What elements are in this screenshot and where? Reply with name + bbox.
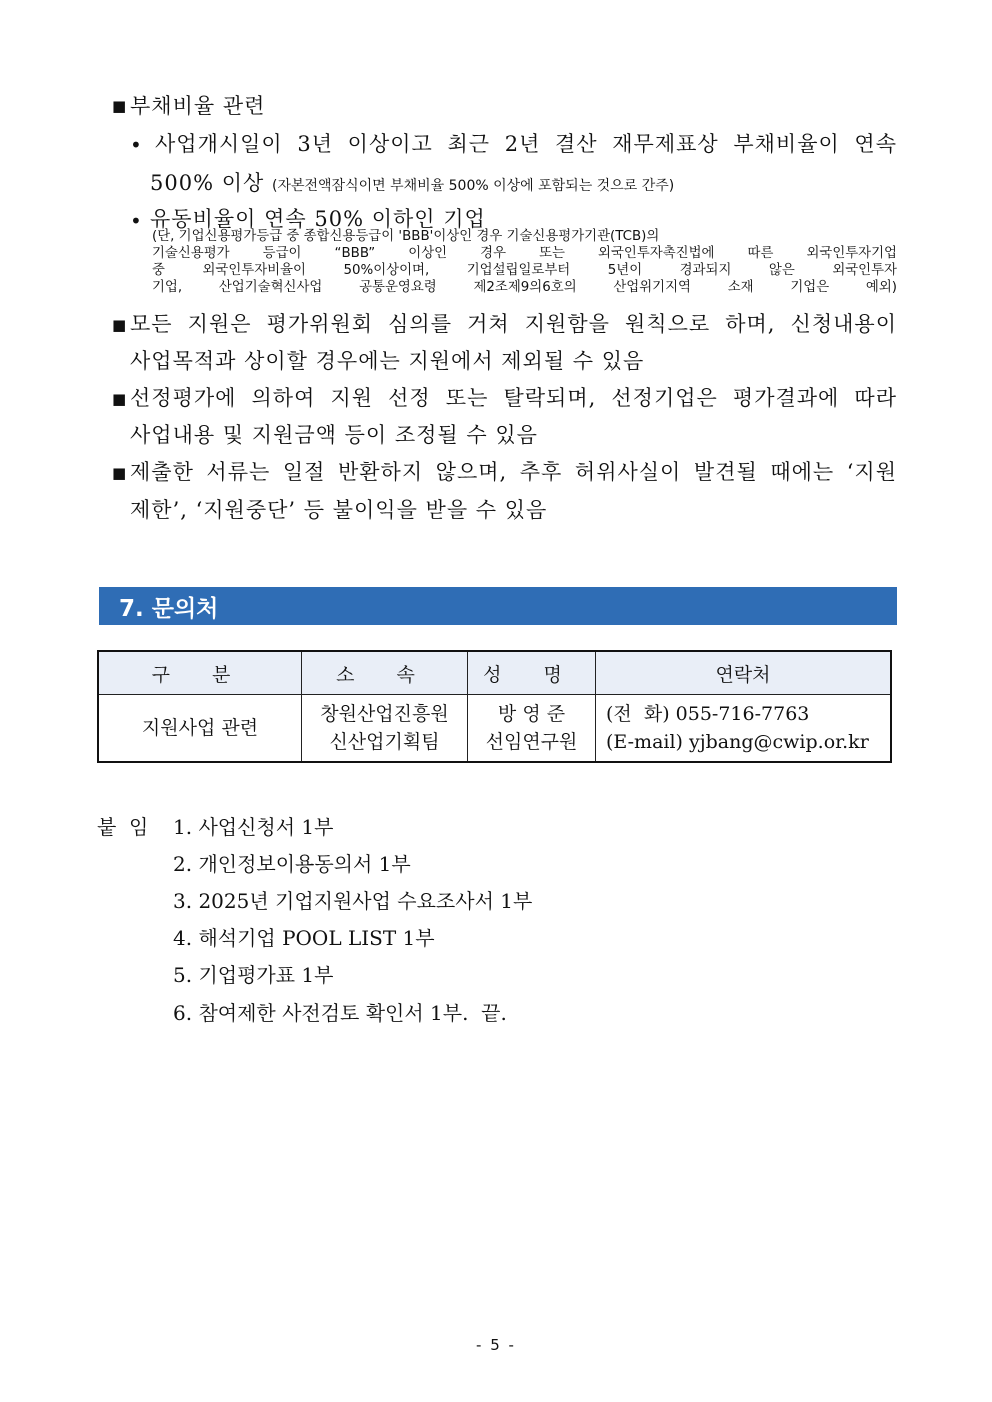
- square-bullet-icon: ■: [112, 316, 127, 334]
- bullet-1-line2: 사업목적과 상이할 경우에는 지원에서 제외될 수 있음: [130, 349, 645, 373]
- attachment-item: 1. 사업신청서 1부: [173, 815, 334, 839]
- attachment-item: 5. 기업평가표 1부: [173, 963, 334, 987]
- bullet-2-line2: 사업내용 및 지원금액 등이 조정될 수 있음: [130, 423, 538, 447]
- debt-item1-line2: [150, 167, 674, 197]
- square-bullet-icon: ■: [112, 97, 127, 115]
- bullet-3-line1: 제출한 서류는 일절 반환하지 않으며, 추후 허위사실이 발견될 때에는 ‘지원: [130, 460, 897, 484]
- phone-text: (전 화) 055-716-7763: [606, 703, 810, 725]
- bullet-2-line1: 선정평가에 의하여 지원 선정 또는 탈락되며, 선정기업은 평가결과에 따라: [130, 386, 897, 410]
- cell-org: [302, 695, 468, 763]
- debt-item1-main: 500% 이상: [150, 171, 265, 195]
- name-line2: 선임연구원: [485, 731, 578, 753]
- bullet-1-line1: 모든 지원은 평가위원회 심의를 거쳐 지원함을 원칙으로 하며, 신청내용이: [130, 312, 897, 336]
- header-category: 구 분: [98, 651, 302, 695]
- email-text: (E-mail) yjbang@cwip.or.kr: [606, 731, 869, 753]
- cell-contact: [596, 695, 892, 763]
- debt-note-line4: 기업, 산업기술혁신사업 공통운영요령 제2조제9의6호의 산업위기지역 소재 기업은 예외): [152, 280, 897, 295]
- attachment-item: 2. 개인정보이용동의서 1부: [173, 852, 411, 876]
- section-title: 7. 문의처: [119, 596, 219, 622]
- debt-note-line2: 기술신용평가 등급이 “BBB” 이상인 경우 또는 외국인투자촉진법에 따른 외국인투자기업: [152, 246, 897, 261]
- attachment-item: 3. 2025년 기업지원사업 수요조사서 1부: [173, 889, 533, 913]
- header-org: 소 속: [302, 651, 468, 695]
- square-bullet-icon: ■: [112, 464, 127, 482]
- attachments-label: 붙 임: [97, 815, 149, 839]
- debt-heading: 부채비율 관련: [130, 94, 266, 118]
- org-line1: 창원산업진흥원: [320, 703, 449, 725]
- attachment-item: 6. 참여제한 사전검토 확인서 1부. 끝.: [173, 1001, 507, 1025]
- section-header-bar: [99, 587, 897, 625]
- debt-item1-note: (자본전액잠식이면 부채비율 500% 이상에 포함되는 것으로 간주): [271, 178, 675, 194]
- debt-note-line3: 중 외국인투자비율이 50%이상이며, 기업설립일로부터 5년이 경과되지 않은 외국인투자: [152, 263, 897, 278]
- page-number: - 5 -: [476, 1336, 516, 1354]
- table-row: [98, 695, 891, 763]
- debt-note: [152, 228, 897, 296]
- contact-table: [97, 650, 892, 763]
- cell-category: 지원사업 관련: [98, 695, 302, 763]
- header-contact: 연락처: [596, 651, 892, 695]
- debt-item2-line1: 유동비율이 연속 50% 이하인 기업: [150, 207, 486, 231]
- square-bullet-icon: ■: [112, 390, 127, 408]
- header-name: 성 명: [468, 651, 596, 695]
- attachment-item: 4. 해석기업 POOL LIST 1부: [173, 926, 435, 950]
- org-line2: 신산업기획팀: [329, 731, 440, 753]
- contact-table-header: [98, 651, 891, 695]
- bullet-3-line2: 제한’, ‘지원중단’ 등 불이익을 받을 수 있음: [130, 498, 548, 522]
- debt-item1-line1: 사업개시일이 3년 이상이고 최근 2년 결산 재무제표상 부채비율이 연속: [155, 132, 897, 156]
- debt-note-line1: (단, 기업신용평가등급 중 종합신용등급이 'BBB'이상인 경우 기술신용평가기관(TCB)의: [152, 229, 660, 244]
- dot-bullet-icon: •: [130, 209, 142, 233]
- name-line1: 방 영 준: [497, 703, 566, 725]
- cell-name: [468, 695, 596, 763]
- dot-bullet-icon: •: [130, 133, 142, 157]
